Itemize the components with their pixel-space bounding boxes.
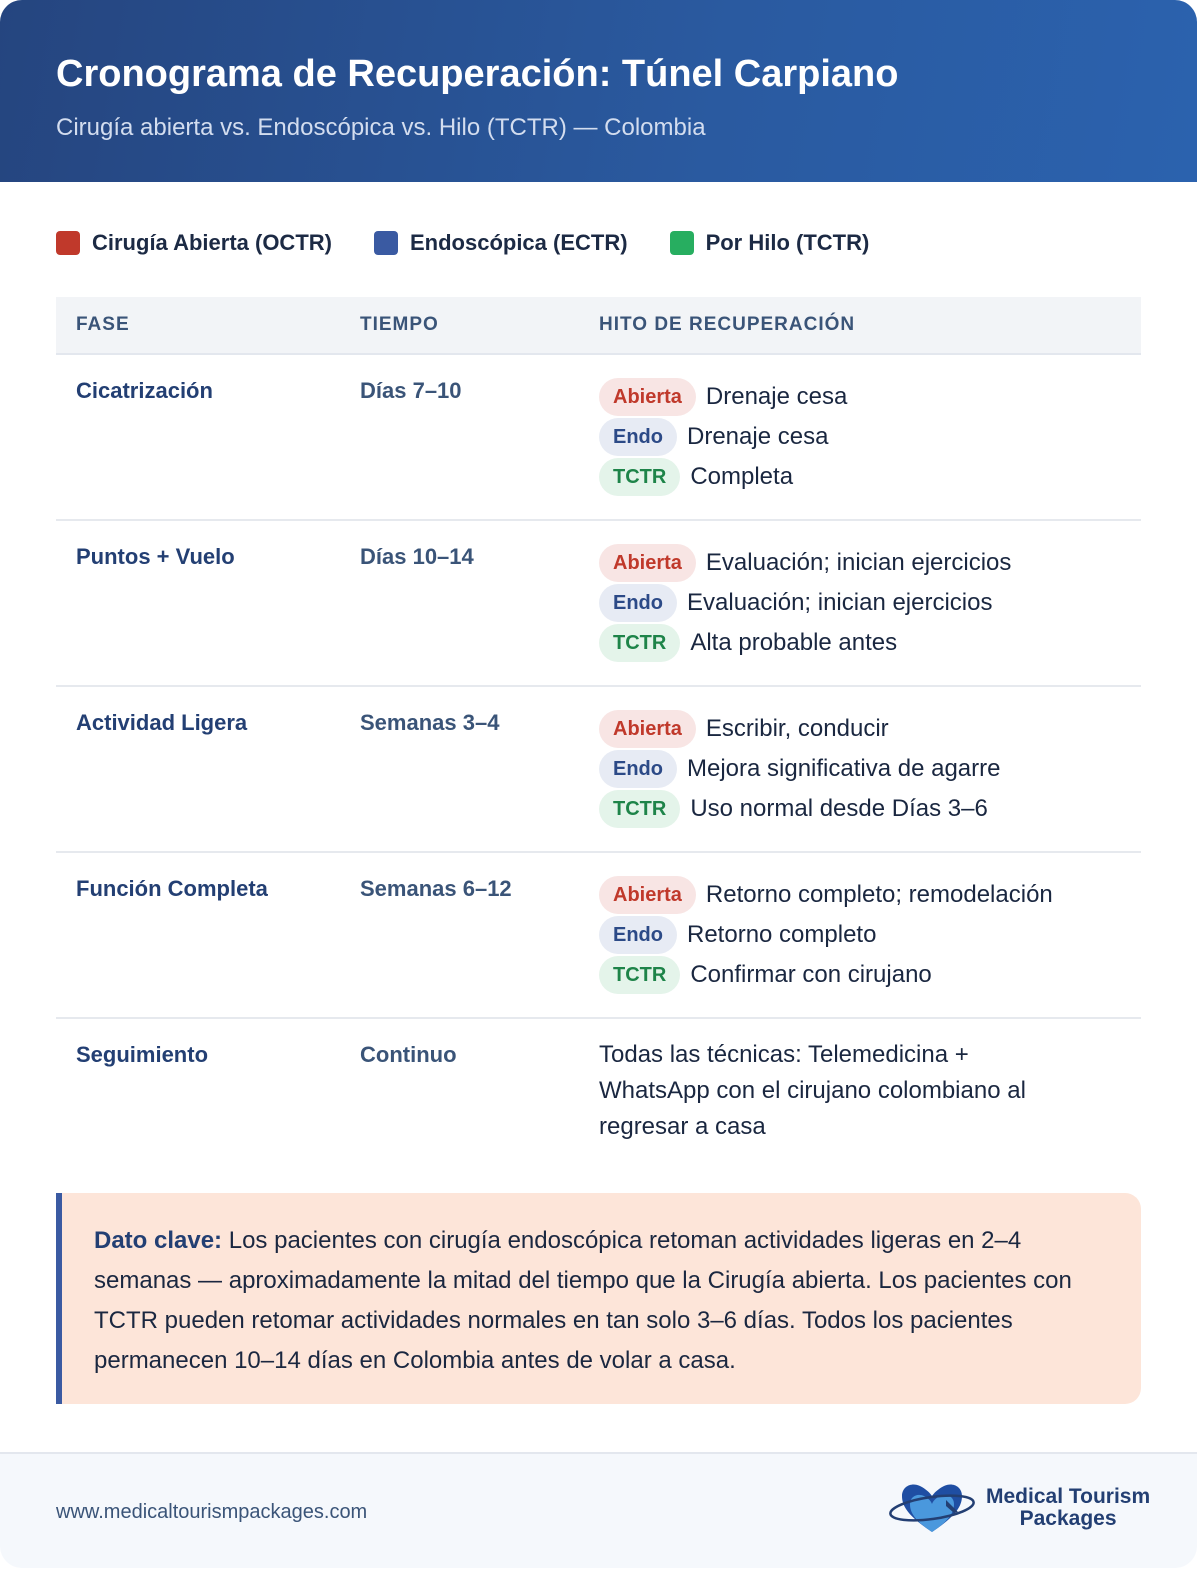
legend-swatch-red: [56, 231, 80, 255]
legend-item-endo: [374, 230, 628, 256]
table-row: [56, 1019, 1141, 1167]
milestone-text: Completa: [690, 463, 794, 490]
milestone-text: Evaluación; inician ejercicios: [705, 549, 1012, 576]
phase-cell: Función Completa: [76, 876, 268, 901]
heart-plane-icon: [888, 1480, 976, 1536]
legend-swatch-green: [670, 231, 694, 255]
milestone-open: [599, 377, 1141, 417]
milestone-text: Alta probable antes: [690, 629, 898, 656]
recovery-table: [56, 297, 1141, 1167]
milestone-text: Drenaje cesa: [705, 383, 848, 410]
milestone-tctr: [599, 457, 1141, 497]
time-cell: Días 10–14: [360, 544, 474, 569]
legend-item-open: [56, 230, 332, 256]
milestone-text: Drenaje cesa: [687, 423, 829, 450]
legend-swatch-blue: [374, 231, 398, 255]
badge-tctr: TCTR: [599, 624, 680, 662]
phase-cell: Cicatrización: [76, 378, 213, 403]
badge-tctr: TCTR: [599, 790, 680, 828]
milestone-open: [599, 875, 1141, 915]
milestone-endo: [599, 915, 1141, 955]
milestone-text: Retorno completo: [687, 921, 877, 948]
milestone-text: Escribir, conducir: [705, 715, 889, 742]
badge-endo: Endo: [599, 916, 677, 954]
table-header: [56, 297, 1141, 355]
milestone-open: [599, 709, 1141, 749]
header-time: TIEMPO: [360, 314, 439, 335]
logo-line2: Packages: [1019, 1507, 1117, 1530]
milestone-cell: [599, 543, 1141, 663]
milestone-cell: [599, 1041, 1141, 1145]
badge-open: Abierta: [599, 710, 696, 748]
callout-text: Los pacientes con cirugía endoscópica retoman actividades ligeras en 2–4 semanas — aproximadamente la mitad del tiempo que la Cirugía abierta. Los pacientes con TCTR pueden retomar actividades normales en tan solo 3–6 días. Todos los pacientes permanecen 10–14 días en Colombia antes de volar a casa.: [94, 1227, 1072, 1374]
milestone-tctr: [599, 955, 1141, 995]
milestone-tctr: [599, 789, 1141, 829]
milestone-text: Mejora significativa de agarre: [687, 755, 1001, 782]
table-row: [56, 687, 1141, 853]
time-cell: Semanas 6–12: [360, 876, 512, 901]
table-row: [56, 355, 1141, 521]
badge-open: Abierta: [599, 876, 696, 914]
milestone-endo: [599, 749, 1141, 789]
time-cell: Continuo: [360, 1042, 457, 1067]
legend-label: Endoscópica (ECTR): [409, 230, 628, 255]
time-cell: Semanas 3–4: [360, 710, 500, 735]
milestone-open: [599, 543, 1141, 583]
logo-line1: Medical Tourism: [986, 1485, 1151, 1508]
brand-logo: [888, 1480, 1150, 1536]
badge-endo: Endo: [599, 584, 677, 622]
legend-label: Cirugía Abierta (OCTR): [92, 230, 332, 255]
header-phase: FASE: [76, 314, 130, 335]
milestone-text: Uso normal desde Días 3–6: [690, 795, 988, 822]
milestone-endo: [599, 583, 1141, 623]
header: [0, 0, 1197, 182]
header-milestone: HITO DE RECUPERACIÓN: [599, 314, 856, 335]
milestone-cell: [599, 709, 1141, 829]
phase-cell: Puntos + Vuelo: [76, 544, 235, 569]
footer-url[interactable]: www.medicaltourismpackages.com: [56, 1501, 368, 1523]
phase-cell: Actividad Ligera: [76, 710, 248, 735]
milestone-tctr: [599, 623, 1141, 663]
badge-tctr: TCTR: [599, 458, 680, 496]
page-title: Cronograma de Recuperación: Túnel Carpiano: [56, 53, 899, 95]
milestone-cell: [599, 875, 1141, 995]
table-row: [56, 521, 1141, 687]
badge-open: Abierta: [599, 544, 696, 582]
phase-cell: Seguimiento: [76, 1042, 209, 1067]
milestone-text: Confirmar con cirujano: [690, 961, 932, 988]
logo-text: [986, 1486, 1150, 1530]
time-cell: Días 7–10: [360, 378, 462, 403]
table-row: [56, 853, 1141, 1019]
callout-label: Dato clave:: [94, 1227, 223, 1254]
milestone-text: Evaluación; inician ejercicios: [687, 589, 993, 616]
badge-endo: Endo: [599, 418, 677, 456]
key-fact-callout: [56, 1193, 1141, 1404]
legend-label: Por Hilo (TCTR): [705, 230, 870, 255]
badge-open: Abierta: [599, 378, 696, 416]
badge-tctr: TCTR: [599, 956, 680, 994]
milestone-endo: [599, 417, 1141, 457]
page-subtitle: Cirugía abierta vs. Endoscópica vs. Hilo (TCTR) — Colombia: [56, 114, 706, 141]
badge-endo: Endo: [599, 750, 677, 788]
followup-note: Todas las técnicas: Telemedicina + WhatsApp con el cirujano colombiano al regresar a casa: [599, 1041, 1026, 1140]
legend-item-tctr: [670, 230, 870, 256]
milestone-cell: [599, 377, 1141, 497]
footer: [0, 1452, 1197, 1568]
milestone-text: Retorno completo; remodelación: [705, 881, 1053, 908]
legend: [0, 230, 1197, 256]
